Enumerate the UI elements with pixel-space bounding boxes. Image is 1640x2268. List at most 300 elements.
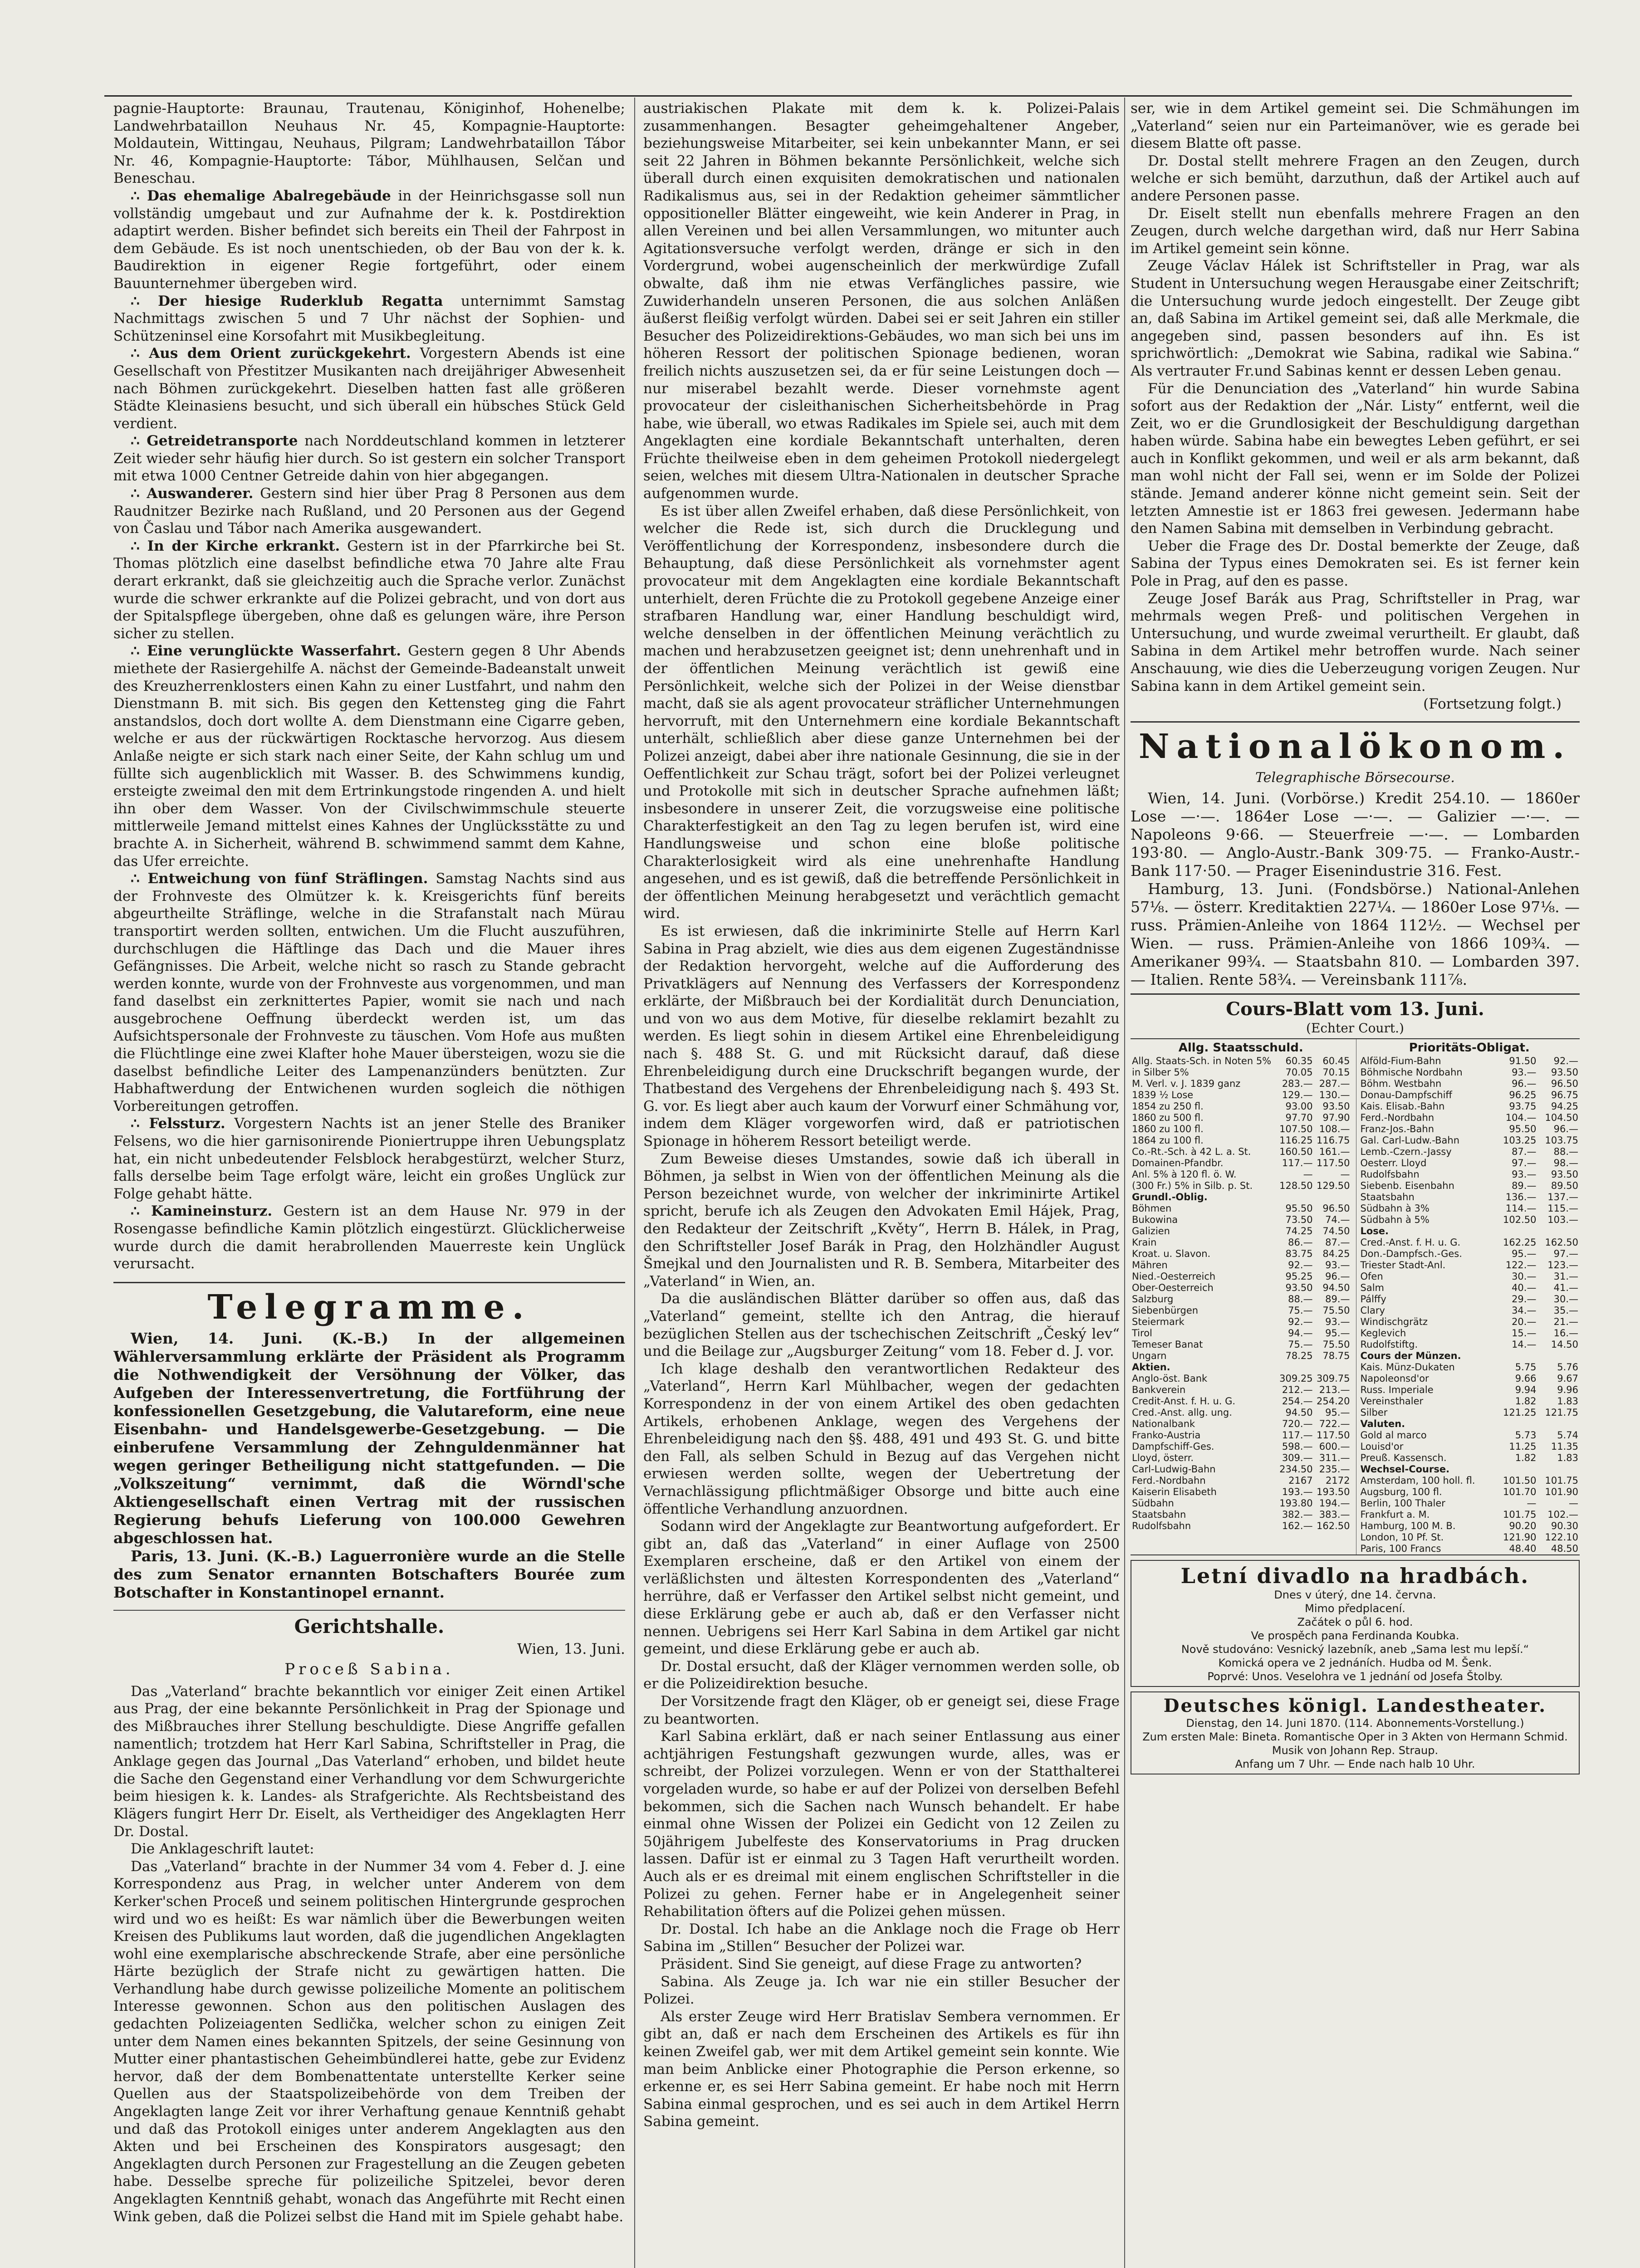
price-cell: 93.— xyxy=(1512,1169,1537,1180)
table-row xyxy=(1359,1124,1580,1135)
news-item-text: in der Heinrichsgasse soll nun vollständig umgebaut und zur Aufnahme der k. k. Postdirektion adaptirt werden. Bisher befindet sich bereits ein Theil der Fahrpost in dem Gebäude. Es ist noch unentschieden, ob der Bau von der k. k. Baudirektion in eigener Regie fortgeführt, oder einem Bauunternehmer übergeben wird. xyxy=(113,187,625,292)
table-row xyxy=(1131,1464,1351,1475)
security-name: Valuten. xyxy=(1360,1418,1405,1430)
price-cell: 382.— xyxy=(1282,1509,1313,1520)
table-row xyxy=(1359,1192,1580,1203)
price-cell: 93.— xyxy=(1325,1260,1350,1271)
news-item-lead: ∴ Entweichung von fünf Sträflingen. xyxy=(131,870,428,887)
ad-line: Komická opera ve 2 jednáních. Hudba od M. Šenk. xyxy=(1218,1657,1492,1670)
nationaloekonom-heading: Nationalökonom. xyxy=(1131,721,1580,766)
table-row xyxy=(1131,1407,1351,1418)
security-name: Lemb.-Czern.-Jassy xyxy=(1360,1146,1452,1158)
price-cell xyxy=(1537,1226,1580,1237)
table-row xyxy=(1131,1135,1351,1146)
top-rule xyxy=(104,95,1572,97)
security-name: 1860 zu 500 fl. xyxy=(1132,1112,1204,1124)
price-cell: 90.20 xyxy=(1509,1520,1537,1532)
news-item-lead: ∴ Felssturz. xyxy=(131,1115,225,1132)
security-name: Amsterdam, 100 holl. fl. xyxy=(1360,1475,1475,1486)
security-name: Anglo-öst. Bank xyxy=(1132,1373,1208,1384)
price-cell: 88.— xyxy=(1288,1294,1313,1305)
table-row xyxy=(1359,1532,1580,1543)
table-row xyxy=(1131,1294,1351,1305)
ad-line: Nově studováno: Vesnický lazebník, aneb „Sama lest mu lepší.“ xyxy=(1181,1643,1529,1656)
security-name: Salzburg xyxy=(1132,1294,1174,1305)
price-cell: 92.— xyxy=(1288,1260,1313,1271)
price-cell: 1.82 xyxy=(1515,1452,1537,1464)
news-item-text: Gestern gegen 8 Uhr Abends miethete der Rasiergehilfe A. nächst der Gemeinde-Badeanstalt unweit des Kreuzherrenklosters einen Kahn zu einer Lustfahrt, und nahm den Dienstmann B. mit sich. Bis gegen den Kettensteg ging die Fahrt anstandslos, doch dort wollte A. dem Dienstmann eine Cigarre geben, welche er aus der rückwärtigen Rocktasche hervorzog. Aus diesem Anlaße neigte er sich stark nach einer Seite, der Kahn schlug um und füllte sich augenblicklich mit Wasser. B. des Schwimmens kundig, ersteigte zweimal den mit dem Ertrinkungstode ringenden A. und hielt ihn ober dem Wasser. Von der Civilschwimmschule steuerte mittlerweile Jemand mittelst eines Kahnes der Unglücksstätte zu und brachte A. in Sicherheit, während B. schwimmend sammt dem Kahne, das Ufer erreichte. xyxy=(113,643,625,870)
news-item-text: unternimmt Samstag Nachmittags zwischen 5 und 7 Uhr nächst der Sophien- und Schützeninsel eine Korsofahrt mit Musikbegleitung. xyxy=(113,293,625,344)
price-cell: — xyxy=(1303,1169,1313,1180)
price-cell: 128.50 xyxy=(1279,1180,1313,1192)
security-name: Cred.-Anst. f. H. u. G. xyxy=(1360,1237,1461,1248)
news-item xyxy=(113,345,625,432)
price-cell: 137.— xyxy=(1547,1192,1578,1203)
table-row xyxy=(1131,1112,1351,1124)
news-item-lead: ∴ Das ehemalige Abalregebäude xyxy=(131,187,391,204)
table-row xyxy=(1131,1475,1351,1486)
price-cell: 5.73 xyxy=(1515,1430,1537,1441)
price-cell: 60.35 xyxy=(1285,1056,1313,1067)
table-row xyxy=(1131,1101,1351,1112)
price-cell: 9.67 xyxy=(1557,1373,1578,1384)
price-cell: 103.— xyxy=(1547,1214,1578,1226)
price-cell: 311.— xyxy=(1319,1452,1350,1464)
table-row xyxy=(1131,1362,1351,1373)
price-cell: 11.25 xyxy=(1509,1441,1537,1452)
price-cell xyxy=(1537,1418,1580,1430)
security-name: Co.-Rt.-Sch. à 42 L. a. St. xyxy=(1132,1146,1251,1158)
price-cell: 96.75 xyxy=(1551,1090,1578,1101)
price-cell: 11.35 xyxy=(1551,1441,1578,1452)
price-cell: 95.25 xyxy=(1285,1271,1313,1282)
price-cell: 94.50 xyxy=(1285,1407,1313,1418)
price-cell xyxy=(1496,1418,1538,1430)
coursblatt-right xyxy=(1356,1039,1580,1554)
price-cell: 75.50 xyxy=(1322,1305,1350,1316)
news-item xyxy=(113,485,625,538)
table-row xyxy=(1131,1396,1351,1407)
price-cell: 121.90 xyxy=(1503,1532,1537,1543)
table-row xyxy=(1359,1475,1580,1486)
price-cell: 75.— xyxy=(1288,1339,1313,1350)
telegramme-heading: Telegramme. xyxy=(113,1282,625,1327)
price-cell: 89.50 xyxy=(1551,1180,1578,1192)
price-cell: 78.75 xyxy=(1322,1350,1350,1362)
gerichtshalle-heading: Gerichtshalle. xyxy=(113,1610,625,1637)
price-cell: 93.50 xyxy=(1551,1067,1578,1078)
price-cell: 88.— xyxy=(1553,1146,1578,1158)
price-cell: 193.80 xyxy=(1279,1498,1313,1509)
security-name: Carl-Ludwig-Bahn xyxy=(1132,1464,1216,1475)
price-cell: 87.— xyxy=(1512,1146,1537,1158)
ad-line: Mimo předplacení. xyxy=(1305,1602,1405,1615)
trial-paragraph: Es ist erwiesen, daß die inkriminirte Stelle auf Herrn Karl Sabina in Prag abzielt, wie dies aus dem eigenen Zugeständnisse der Redaktion hervorgeht, welche auf die Aufforderung des Privatklägers auf Nennung des Verfassers der Korrespondenz erklärte, der Mißbrauch bei der Kordialität durch Denunciation, und von wo aus dem Motive, für dieselbe reklamirt bezahlt zu werden. Es liegt sohin in diesem Artikel eine Ehrenbeleidigung nach §. 488 St. G. und mit Rücksicht darauf, daß diese Ehrenbeleidigung durch eine Druckschrift begangen wurde, der Thatbestand des Vergehens der Ehrenbeleidigung nach §. 493 St. G. vor. Es liegt aber auch kaum der Vorwurf einer Schmähung vor, indem dem Kläger vorgeworfen wird, daß er patriotischen Spionage in höherem Ressort beteiligt werde. xyxy=(643,923,1120,1150)
price-cell: 102.50 xyxy=(1503,1214,1537,1226)
price-cell: 97.70 xyxy=(1285,1112,1313,1124)
news-item xyxy=(113,642,625,870)
gerichtshalle-body xyxy=(113,1683,625,2225)
price-cell: 1.83 xyxy=(1557,1452,1578,1464)
column-1 xyxy=(113,100,625,2268)
price-cell: — xyxy=(1527,1498,1537,1509)
security-name: Tirol xyxy=(1132,1328,1152,1339)
price-cell: 720.— xyxy=(1282,1418,1313,1430)
coursblatt-right-title: Prioritäts-Obligat. xyxy=(1409,1041,1530,1055)
price-cell: 91.50 xyxy=(1509,1056,1537,1067)
price-cell: 193.50 xyxy=(1317,1486,1350,1498)
security-name: Windischgrätz xyxy=(1360,1316,1428,1328)
gerichtshalle-dateline: Wien, 13. Juni. xyxy=(517,1640,625,1657)
price-cell: 15.— xyxy=(1512,1328,1537,1339)
table-row xyxy=(1131,1056,1351,1067)
boerse-subheading: Telegraphische Börsecourse. xyxy=(1255,770,1455,786)
trial-paragraph: Es ist über allen Zweifel erhaben, daß diese Persönlichkeit, von welcher die Rede ist, sich durch die Drucklegung und Veröffentlichung der Korrespondenz, insbesondere durch die Behauptung, daß diese Persönlichkeit als vornehmster agent provocateur mit dem Angeklagten eine kordiale Bekanntschaft unterhielt, deren Früchte die zu Protokoll gegebene Anzeige einer strafbaren Handlung war, einer Handlung beschuldigt wird, welche denselben in der öffentlichen Meinung verächtlich zu machen und herabzusetzen geeignet ist; denn unehrenhaft und in der öffentlichen Meinung verächtlich ist gewiß eine Persönlichkeit, welche sich der Polizei in der Weise dienstbar macht, daß sie als agent provocateur sträflicher Unternehmungen hervorruft, mit den Unternehmern eine kordiale Bekanntschaft unterhält, schließlich aber diese ganze Unternehmen bei der Polizei anzeigt, dabei aber ihre nationale Gesinnung, die sie in der Oeffentlichkeit zur Schau trägt, sofort bei der Polizei verleugnet und Protokolle mit sich in deutscher Sprache aufnehmen läßt; insbesondere in unserer Zeit, die vorzugsweise eine politische Charakterfestigkeit an den Tag zu legen berufen ist, wird eine Handlungsweise und schon eine bloße politische Charakterlosigkeit wird als eine unehrenhafte Handlung angesehen, und es ist gewiß, daß die betreffende Persönlichkeit in der öffentlichen Meinung herabgesetzt und verächtlich gemacht wird. xyxy=(643,503,1120,922)
price-cell: 5.76 xyxy=(1557,1362,1578,1373)
boerse-report: Wien, 14. Juni. (Vorbörse.) Kredit 254.10. — 1860er Lose —·—. 1864er Lose —·—. — Galizier —·—. — Napoleons 9·66. — Steuerfreie —·—. — Lombarden 193·80. — Anglo-Austr.-Bank 309·75. — Franko-Austr.-Bank 117·50. — Prager Eisenindustrie 316. Fest. xyxy=(1131,789,1580,880)
table-row xyxy=(1131,1339,1351,1350)
security-name: 1839 ½ Lose xyxy=(1132,1090,1194,1101)
price-cell: 309.— xyxy=(1282,1452,1313,1464)
security-name: Clary xyxy=(1360,1305,1385,1316)
trial-paragraph: Ueber die Frage des Dr. Dostal bemerkte der Zeuge, daß Sabina der Typus eines Demokraten sei. Es ist ferner kein Pole in Prag, auf den es passe. xyxy=(1131,538,1580,590)
table-row xyxy=(1359,1396,1580,1407)
price-cell xyxy=(1314,1362,1351,1373)
security-name: Ferd.-Nordbahn xyxy=(1132,1475,1206,1486)
security-name: Galizien xyxy=(1132,1226,1170,1237)
security-name: Russ. Imperiale xyxy=(1360,1384,1434,1396)
news-item-lead: ∴ Auswanderer. xyxy=(131,485,254,502)
security-name: Franz-Jos.-Bahn xyxy=(1360,1124,1434,1135)
price-cell: 2167 xyxy=(1288,1475,1313,1486)
telegram-item: Paris, 13. Juni. (K.-B.) Laguerronière wurde an die Stelle des zum Senator ernannten Botschafters Bourée zum Botschafter in Konstantinopel ernannt. xyxy=(113,1547,625,1601)
trial-paragraph: Dr. Dostal. Ich habe an die Anklage noch die Frage ob Herr Sabina im „Stillen“ Besucher der Polizei war. xyxy=(643,1921,1120,1955)
price-cell: 162.50 xyxy=(1317,1520,1350,1532)
security-name: Böhmische Nordbahn xyxy=(1360,1067,1463,1078)
price-cell: 123.— xyxy=(1547,1260,1578,1271)
price-cell: 93.50 xyxy=(1285,1282,1313,1294)
table-row xyxy=(1131,1373,1351,1384)
price-cell: 162.— xyxy=(1282,1520,1313,1532)
table-row xyxy=(1131,1192,1351,1203)
price-cell: 16.— xyxy=(1553,1328,1578,1339)
security-name: Credit-Anst. f. H. u. G. xyxy=(1132,1396,1236,1407)
security-name: Louisd'or xyxy=(1360,1441,1404,1452)
table-row xyxy=(1359,1464,1580,1475)
security-name: Silber xyxy=(1360,1407,1388,1418)
news-item-lead: ∴ Getreidetransporte xyxy=(131,433,298,450)
security-name: Donau-Dampfschiff xyxy=(1360,1090,1452,1101)
trial-paragraph: Sabina. Als Zeuge ja. Ich war nie ein stiller Besucher der Polizei. xyxy=(643,1973,1120,2008)
security-name: Augsburg, 100 fl. xyxy=(1360,1486,1442,1498)
table-row xyxy=(1131,1316,1351,1328)
price-cell: 94.25 xyxy=(1551,1101,1578,1112)
price-cell: 104.50 xyxy=(1545,1112,1578,1124)
price-cell: 383.— xyxy=(1319,1509,1350,1520)
ad-line: Dnes v úterý, dne 14. června. xyxy=(1274,1589,1436,1602)
column-separator xyxy=(634,98,635,2268)
table-row xyxy=(1131,1078,1351,1090)
price-cell xyxy=(1537,1350,1580,1362)
security-name: Wechsel-Course. xyxy=(1360,1464,1450,1475)
trial-report-end xyxy=(1131,100,1580,695)
security-name: Siebenb. Eisenbahn xyxy=(1360,1180,1454,1192)
security-name: Napoleonsd'or xyxy=(1360,1373,1429,1384)
price-cell: 104.— xyxy=(1505,1112,1537,1124)
security-name: Allg. Staats-Sch. in Noten 5% xyxy=(1132,1056,1272,1067)
trial-paragraph: Dr. Eiselt stellt nun ebenfalls mehrere Fragen an den Zeugen, durch welche dargethan wird, daß nur Herr Sabina im Artikel gemeint sein könne. xyxy=(1131,205,1580,257)
price-cell: 96.— xyxy=(1553,1124,1578,1135)
price-cell: 29.— xyxy=(1512,1294,1537,1305)
price-cell: 254.— xyxy=(1282,1396,1313,1407)
price-cell: 101.75 xyxy=(1503,1509,1537,1520)
security-name: (300 Fr.) 5% in Silb. p. St. xyxy=(1132,1180,1253,1192)
security-name: Südbahn xyxy=(1132,1498,1174,1509)
price-cell: 130.— xyxy=(1319,1090,1350,1101)
ad-line: Dienstag, den 14. Juni 1870. (114. Abonnements-Vorstellung.) xyxy=(1186,1717,1524,1730)
price-cell: 89.— xyxy=(1512,1180,1537,1192)
security-name: Kroat. u. Slavon. xyxy=(1132,1248,1211,1260)
price-cell: — xyxy=(1340,1169,1350,1180)
trial-paragraph: Als erster Zeuge wird Herr Bratislav Sembera vernommen. Er gibt an, daß er nach dem Erscheinen des Artikels es für ihn keinen Zweifel gab, wer mit dem Artikel gemeint sein konnte. Wie man beim Anblicke einer Photographie die Person erkenne, so erkenne er, es sei Herr Sabina gemeint. Er habe noch mit Herrn Sabina einmal gesprochen, und es sei auch in dem Artikel Herrn Sabina gemeint. xyxy=(643,2008,1120,2130)
price-cell: 213.— xyxy=(1319,1384,1350,1396)
telegram-item: Wien, 14. Juni. (K.-B.) In der allgemeinen Wählerversammlung erklärte der Präsident als Programm die Nothwendigkeit der Versöhnung der Völker, das Aufgeben der Interessenvertretung, die Fortführung der konfessionellen Gesetzgebung, die Valutareform, eine neue Eisenbahn- und Handelsgewerbe-Gesetzgebung. — Die einberufene Versammlung der Zehnguldenmänner hat wegen geringer Betheiligung nicht stattgefunden. — Die „Volkszeitung“ vernimmt, daß die Wörndl'sche Aktiengesellschaft einen Vertrag mit der russischen Regierung behufs Lieferung von 100.000 Gewehren abgeschlossen hat. xyxy=(113,1329,625,1547)
table-row xyxy=(1359,1180,1580,1192)
column-3 xyxy=(1131,100,1580,2268)
security-name: Ofen xyxy=(1360,1271,1383,1282)
price-cell: 94.— xyxy=(1288,1328,1313,1339)
news-item xyxy=(113,187,625,293)
table-row xyxy=(1359,1305,1580,1316)
table-row xyxy=(1359,1056,1580,1067)
table-row xyxy=(1359,1214,1580,1226)
price-cell: 162.25 xyxy=(1503,1237,1537,1248)
price-cell: 122.— xyxy=(1505,1260,1537,1271)
table-row xyxy=(1359,1248,1580,1260)
price-cell: 162.50 xyxy=(1545,1237,1578,1248)
price-cell: 96.25 xyxy=(1509,1090,1537,1101)
trial-paragraph: Karl Sabina erklärt, daß er nach seiner Entlassung aus einer achtjährigen Festungshaft gezwungen wurde, alles, was er schreibt, der Polizei vorzulegen. Wenn er von der Statthalterei vorgeladen wurde, so habe er auf der Polizei von derselben Befehl bekommen, sich die Sachen nach Wunsch behandelt. Er habe einmal ohne Wissen der Polizei ein Gedicht von 12 Zeilen zu 50jährigem Jubelfeste des Konservatoriums in Prag drucken lassen. Dafür ist er einmal zu 3 Tagen Haft verurtheilt worden. Auch als er es dreimal mit einem englischen Schriftsteller in die Polizei zu gehen. Ferner habe er in Angelegenheit seiner Rehabilitation öfters auf die Polizei gehen müssen. xyxy=(643,1728,1120,1920)
price-cell: 87.— xyxy=(1325,1237,1350,1248)
table-row xyxy=(1359,1078,1580,1090)
security-name: Don.-Dampfsch.-Ges. xyxy=(1360,1248,1462,1260)
trial-paragraph: Da die ausländischen Blätter darüber so offen aus, daß das „Vaterland“ gemeint, stellte ich den Antrag, die hierauf bezüglichen Stellen aus der tschechischen Zeitschrift „Český lev“ und die Beilage zur „Augsburger Zeitung“ vom 18. Feber d. J. vor. xyxy=(643,1290,1120,1360)
security-name: in Silber 5% xyxy=(1132,1067,1189,1078)
security-name: Gal. Carl-Ludw.-Bahn xyxy=(1360,1135,1460,1146)
price-cell: 74.25 xyxy=(1285,1226,1313,1237)
price-cell: 722.— xyxy=(1319,1418,1350,1430)
news-item xyxy=(113,1202,625,1272)
table-row xyxy=(1359,1407,1580,1418)
price-cell xyxy=(1496,1350,1538,1362)
security-name: Grundl.-Oblig. xyxy=(1132,1192,1208,1203)
trial-paragraph: Präsident. Sind Sie geneigt, auf diese Frage zu antworten? xyxy=(661,1955,1082,1972)
table-row xyxy=(1131,1305,1351,1316)
coursblatt-left xyxy=(1131,1039,1351,1554)
news-item xyxy=(113,538,625,643)
table-row xyxy=(1131,1248,1351,1260)
table-row xyxy=(1359,1169,1580,1180)
security-name: Keglevich xyxy=(1360,1328,1406,1339)
price-cell: 117.— xyxy=(1282,1430,1313,1441)
price-cell: 93.00 xyxy=(1285,1101,1313,1112)
trial-paragraph: Für die Denunciation des „Vaterland“ hin wurde Sabina sofort aus der Redaktion der „Nár. Listy“ entfernt, weil die Zeit, wo er die Grundlosigkeit der Beschuldigung dargethan haben würde. Sabina habe ein bewegtes Leben geführt, er sei auch in Konflikt gekommen, und weil er als arm bekannt, daß man wohl nicht der Fall sei, wenn er im Solde der Polizei stände. Jemand anderer könne nicht gemeint sein. Seit der letzten Amnestie ist er 1863 frei gewesen. Jedermann habe den Namen Sabina mit demselben in Verbindung gebracht. xyxy=(1131,380,1580,537)
price-cell: 74.50 xyxy=(1322,1226,1350,1237)
table-row xyxy=(1131,1509,1351,1520)
price-cell: — xyxy=(1569,1498,1578,1509)
price-cell: 93.75 xyxy=(1509,1101,1537,1112)
price-cell: 116.75 xyxy=(1317,1135,1350,1146)
news-item-text: Gestern ist in der Pfarrkirche bei St. Thomas plötzlich eine daselbst befindliche etwa 70 Jahre alte Frau derart erkrankt, daß sie gleichzeitig auch die Sprache verlor. Zunächst wurde die schwer erkrankte auf die Polizei gebracht, und von dort aus der Spitalspflege übergeben, ohne daß es gelungen wäre, ihre Person sicher zu stellen. xyxy=(113,538,625,642)
news-item-text: Gestern sind hier über Prag 8 Personen aus dem Raudnitzer Bezirke nach Rußland, und 20 Personen aus der Gegend von Časlau und Tábor nach Amerika ausgewandert. xyxy=(113,485,625,537)
trial-paragraph: ser, wie in dem Artikel gemeint sei. Die Schmähungen im „Vaterland“ seien nur ein Parteimanöver, wie es gerade bei diesem Blatte oft passe. xyxy=(1131,100,1580,152)
price-cell xyxy=(1537,1464,1580,1475)
price-cell: 92.— xyxy=(1553,1056,1578,1067)
price-cell: 31.— xyxy=(1553,1271,1578,1282)
security-name: 1860 zu 100 fl. xyxy=(1132,1124,1204,1135)
price-cell: 93.50 xyxy=(1551,1169,1578,1180)
table-row xyxy=(1359,1271,1580,1282)
ad-line: Začátek o půl 6. hod. xyxy=(1297,1616,1413,1629)
price-cell: 70.05 xyxy=(1285,1067,1313,1078)
price-cell: 95.— xyxy=(1325,1407,1350,1418)
price-cell: 93.— xyxy=(1512,1067,1537,1078)
trial-report-continued xyxy=(643,100,1120,2131)
price-cell: 78.25 xyxy=(1285,1350,1313,1362)
news-item-text: nach Norddeutschland kommen in letzterer Zeit wieder sehr häufig hier durch. So ist gestern ein solcher Transport mit etwa 1000 Centner Getreide dahin von hier abgegangen. xyxy=(113,433,625,484)
price-cell: 9.66 xyxy=(1515,1373,1537,1384)
table-row xyxy=(1359,1441,1580,1452)
security-name: Hamburg, 100 M. B. xyxy=(1360,1520,1456,1532)
course-table-right xyxy=(1359,1056,1580,1554)
price-cell: 98.— xyxy=(1553,1158,1578,1169)
price-cell: 117.50 xyxy=(1317,1158,1350,1169)
price-cell: 96.50 xyxy=(1322,1203,1350,1214)
security-name: London, 10 Pf. St. xyxy=(1360,1532,1444,1543)
news-item-text: Gestern ist an dem Hause Nr. 979 in der Rosengasse befindliche Kamin plötzlich eingestürzt. Glücklicherweise wurde durch die damit herabrollenden Mauerreste kein Unglück verursacht. xyxy=(113,1203,625,1272)
security-name: Ober-Oesterreich xyxy=(1132,1282,1214,1294)
table-row xyxy=(1359,1101,1580,1112)
news-item xyxy=(113,1115,625,1202)
security-name: Steiermark xyxy=(1132,1316,1185,1328)
price-cell: 21.— xyxy=(1553,1316,1578,1328)
price-cell: 129.— xyxy=(1282,1090,1313,1101)
price-cell: 9.94 xyxy=(1515,1384,1537,1396)
security-name: Rudolfsbahn xyxy=(1132,1520,1191,1532)
price-cell: 97.— xyxy=(1512,1158,1537,1169)
price-cell: 194.— xyxy=(1319,1498,1350,1509)
price-cell: 108.— xyxy=(1319,1124,1350,1135)
price-cell xyxy=(1277,1192,1314,1203)
coursblatt-left-title: Allg. Staatsschuld. xyxy=(1178,1041,1303,1055)
table-row xyxy=(1359,1090,1580,1101)
price-cell: 95.50 xyxy=(1285,1203,1313,1214)
price-cell: 283.— xyxy=(1282,1078,1313,1090)
price-cell: 48.40 xyxy=(1509,1543,1537,1554)
price-cell xyxy=(1277,1362,1314,1373)
price-cell: 309.75 xyxy=(1317,1373,1350,1384)
table-row xyxy=(1131,1146,1351,1158)
price-cell: 93.50 xyxy=(1322,1101,1350,1112)
table-row xyxy=(1359,1373,1580,1384)
price-cell: 101.50 xyxy=(1503,1475,1537,1486)
news-item-text: Samstag Nachts sind aus der Frohnveste des Olmützer k. k. Kreisgerichts fünf bereits abgeurtheilte Sträflinge, welche in die Strafanstalt nach Mürau transportirt werden sollten, entwichen. Um die Flucht auszuführen, durchschlugen die Häftlinge das Dach und die Mauer ihres Gefängnisses. Die Arbeit, welche nicht so rasch zu Stande gebracht werden konnte, wurde von der Frohnveste aus vorgenommen, und man fand daselbst ein zerknittertes Papier, womit sie nach und nach ausgebrochene Oeffnung überdeckt werden ist, um das Aufsichtspersonale der Frohnveste zu täuschen. Vom Hofe aus mußten die Flüchtlinge eine zwei Klafter hohe Mauer übersteigen, wozu sie die daselbst befindliche Leiter des Lampenanzünders benützten. Zur Habhaftwerdung der Entwichenen wurden sogleich die nöthigen Vorbereitungen getroffen. xyxy=(113,870,625,1114)
security-name: Südbahn à 3% xyxy=(1360,1203,1429,1214)
ad-czech-theatre xyxy=(1131,1560,1580,1687)
security-name: Rudolfsbahn xyxy=(1360,1169,1420,1180)
price-cell: 122.10 xyxy=(1545,1532,1578,1543)
security-name: Bukowina xyxy=(1132,1214,1178,1226)
table-row xyxy=(1131,1271,1351,1282)
security-name: Nationalbank xyxy=(1132,1418,1195,1430)
table-row xyxy=(1131,1520,1351,1532)
price-cell: 9.96 xyxy=(1557,1384,1578,1396)
table-row xyxy=(1359,1509,1580,1520)
price-cell: 101.75 xyxy=(1545,1475,1578,1486)
table-row xyxy=(1131,1214,1351,1226)
price-cell: 93.— xyxy=(1325,1316,1350,1328)
boerse-report: Hamburg, 13. Juni. (Fondsbörse.) National-Anlehen 57⅛. — österr. Kreditaktien 227¼. — 1860er Lose 97⅛. — russ. Prämien-Anleihe von 1864 112½. — Wechsel per Wien. — russ. Prämien-Anleihe von 1866 109¾. — Amerikaner 99¾. — Staatsbahn 810. — Lombarden 397. — Italien. Rente 58¾. — Vereinsbank 111⅞. xyxy=(1131,880,1580,989)
ad-line: Poprvé: Unos. Veselohra ve 1 jednání od Josefa Štolby. xyxy=(1207,1670,1503,1683)
court-paragraph: Das „Vaterland“ brachte bekanntlich vor einiger Zeit einen Artikel aus Prag, der eine bekannte Persönlichkeit in Prag der Spionage und des Mißbrauches ihrer Stellung beschuldigte. Diese Angriffe gefallen namentlich; trotzdem hat Herr Karl Sabina, Schriftsteller in Prag, die Anklage gegen das Journal „Das Vaterland“ erhoben, und bildet heute die Sache den Gegenstand einer Verhandlung vor dem Schwurgerichte beim hiesigen k. k. Landes- als Strafgerichte. Als Rechtsbeistand des Klägers fungirt Herr Dr. Eiselt, als Vertheidiger des Angeklagten Herr Dr. Dostal. xyxy=(113,1683,625,1840)
table-row xyxy=(1359,1282,1580,1294)
security-name: Gold al marco xyxy=(1360,1430,1427,1441)
table-row xyxy=(1359,1384,1580,1396)
price-cell: 34.— xyxy=(1512,1305,1537,1316)
security-name: Böhmen xyxy=(1132,1203,1172,1214)
news-item-lead: ∴ Kamineinsturz. xyxy=(131,1203,273,1220)
price-cell: 234.50 xyxy=(1279,1464,1313,1475)
coursblatt-heading: Cours-Blatt vom 13. Juni. xyxy=(1131,993,1580,1020)
table-row xyxy=(1131,1124,1351,1135)
price-cell: 115.— xyxy=(1547,1203,1578,1214)
table-row xyxy=(1131,1180,1351,1192)
table-row xyxy=(1359,1339,1580,1350)
price-cell: 114.— xyxy=(1505,1203,1537,1214)
price-cell: 5.74 xyxy=(1557,1430,1578,1441)
security-name: M. Verl. v. J. 1839 ganz xyxy=(1132,1078,1241,1090)
price-cell: 96.50 xyxy=(1551,1078,1578,1090)
table-row xyxy=(1359,1328,1580,1339)
table-row xyxy=(1359,1203,1580,1214)
table-row xyxy=(1359,1498,1580,1509)
security-name: Ungarn xyxy=(1132,1350,1167,1362)
table-row xyxy=(1359,1067,1580,1078)
price-cell: 116.25 xyxy=(1279,1135,1313,1146)
price-cell: 20.— xyxy=(1512,1316,1537,1328)
table-row xyxy=(1359,1350,1580,1362)
table-row xyxy=(1131,1441,1351,1452)
price-cell: 97.90 xyxy=(1322,1112,1350,1124)
news-item xyxy=(113,293,625,345)
price-cell: 129.50 xyxy=(1317,1180,1350,1192)
trial-paragraph: Zeuge Josef Barák aus Prag, Schriftsteller in Prag, war mehrmals wegen Preß- und politischen Vergehen in Untersuchung, und wurde zweimal verurtheilt. Er glaubt, daß Sabina in dem Artikel mehr betroffen wurde. Nach seiner Anschauung, wie dies die Ueberzeugung vorigen Zeugen. Nur Sabina kann in dem Artikel gemeint sein. xyxy=(1131,590,1580,694)
course-table-left xyxy=(1131,1056,1351,1532)
security-name: Triester Stadt-Anl. xyxy=(1360,1260,1446,1271)
news-item-text: Vorgestern Abends ist eine Gesellschaft von Přestitzer Musikanten nach dreijähriger Abwesenheit nach Böhmen zurückgekehrt. Dieselben hatten fast alle größeren Städte Kleinasiens besucht, und sich überall ein hübsches Stück Geld verdient. xyxy=(113,345,625,432)
table-row xyxy=(1131,1067,1351,1078)
security-name: Aktien. xyxy=(1132,1362,1170,1373)
price-cell: 598.— xyxy=(1282,1441,1313,1452)
table-row xyxy=(1131,1090,1351,1101)
ad-line: Anfang um 7 Uhr. — Ende nach halb 10 Uhr. xyxy=(1235,1758,1475,1771)
trial-paragraph: Dr. Dostal stellt mehrere Fragen an den Zeugen, durch welche er sich bemüht, darzuthun, daß der Artikel auch auf andere Personen passe. xyxy=(1131,152,1580,204)
trial-paragraph: austriakischen Plakate mit dem k. k. Polizei-Palais zusammenhangen. Besagter geheimgehaltener Angeber, beziehungsweise Mitarbeiter, sei kein unbekannter Mann, er sei seit 22 Jahren in Böhmen bekannte Persönlichkeit, welche sich überall durch einen exquisiten demokratischen und nationalen Radikalismus aus, sei in der Redaktion geheimer sämmtlicher oppositioneller Blätter eingeweiht, wie kein Anderer in Prag, in allen Vereinen und bei allen Versammlungen, wo mitunter auch Agitationsversuche verfolgt werden, dränge er sich in den Vordergrund, wobei augenscheinlich der merkwürdige Zufall obwalte, daß ihm nie etwas Verfängliches passire, wie Zuwiderhandeln unseren Personen, die aus solchen Anläßen äußerst fleißig verfolgt würden. Dabei sei er seit Jahren ein stiller Besucher des Polizeidirektions-Gebäudes, wo man sich bei uns im höheren Ressort der politischen Spionage bedienen, woran freilich nichts auszusetzen sei, da er für seine Leistungen doch — nur miserabel bezahlt werde. Dieser vornehmste agent provocateur der cisleithanischen Sicherheitsbehörde in Prag habe, wie überall, wo etwas Radikales im Spiele sei, auch mit dem Angeklagten eine kordiale Bekanntschaft unterhalten, deren Früchte theilweise eben in dem geheimen Protokoll niedergelegt seien, welches mit diesem Ultra-Nationalen in deutscher Sprache aufgenommen wurde. xyxy=(643,100,1120,502)
news-item-lead: ∴ Der hiesige Ruderklub Regatta xyxy=(131,293,443,309)
news-item xyxy=(113,870,625,1115)
price-cell: 121.75 xyxy=(1545,1407,1578,1418)
security-name: Paris, 100 Francs xyxy=(1360,1543,1441,1554)
